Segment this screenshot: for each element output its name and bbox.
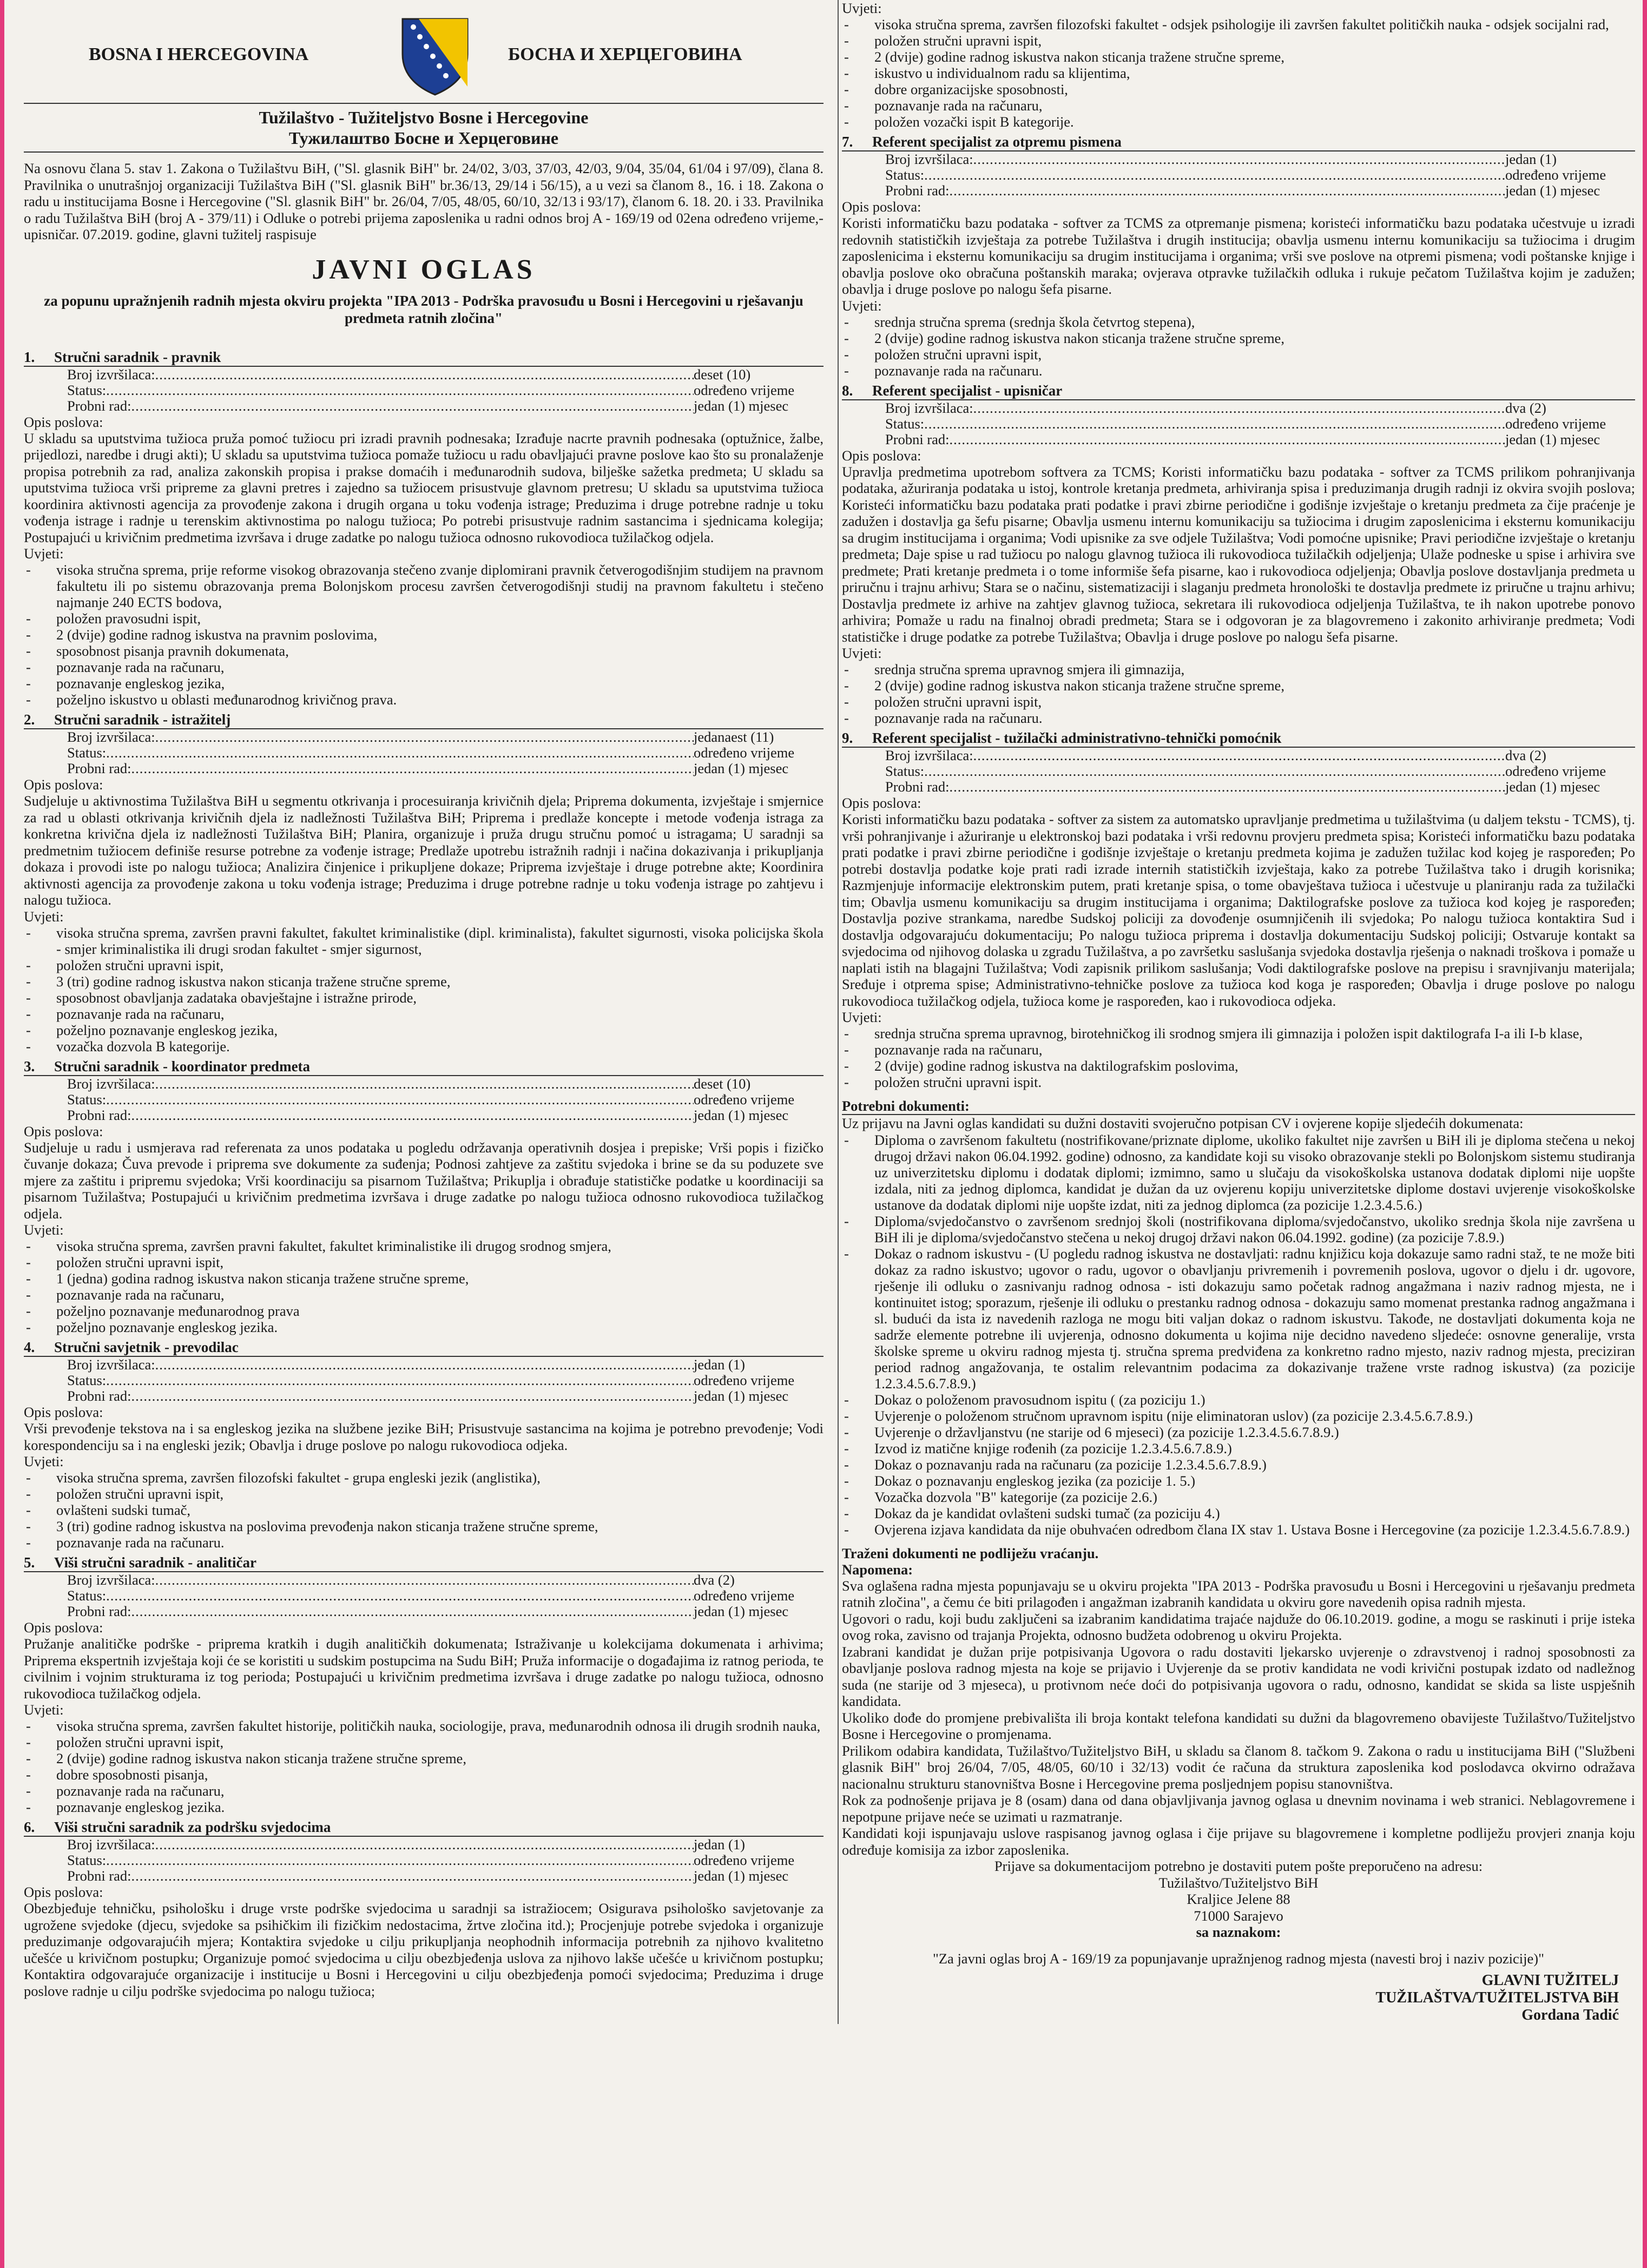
position-number: 6. bbox=[24, 1819, 35, 1835]
mark-text: "Za javni oglas broj A - 169/19 za popunjavanje upražnjenog radnog mjesta (navesti broj i naziv pozicije)" bbox=[933, 1950, 1544, 1967]
info-field bbox=[24, 1868, 824, 1884]
leader-dots bbox=[155, 1837, 694, 1852]
info-field bbox=[842, 167, 1635, 183]
field-value: jedanaest (11) bbox=[694, 729, 774, 745]
leader-dots bbox=[106, 1588, 694, 1604]
signature-name: Gordana Tadić bbox=[1521, 2007, 1619, 2023]
condition-item: - 3 (tri) godine radnog iskustva na poslovima prevođenja nakon sticanja tražene stručne spreme, bbox=[24, 1518, 824, 1534]
signature-institution: TUŽILAŠTVA/TUŽITELJSTVA BiH bbox=[1375, 1989, 1619, 2006]
position-name: Stručni saradnik - koordinator predmeta bbox=[54, 1058, 311, 1074]
ad-subtitle: za popunu upražnjenih radnih mjesta okviru projekta "IPA 2013 - Podrška pravosuđu u Bosni i Hercegovini u rješavanju predmeta ratnih zločina" bbox=[44, 292, 803, 326]
field-label: Broj izvršilaca: bbox=[67, 366, 155, 383]
condition-item: - položen stručni upravni ispit. bbox=[842, 1074, 1635, 1090]
position-number: 1. bbox=[24, 348, 35, 365]
position-section bbox=[24, 711, 824, 1054]
leader-dots bbox=[106, 1373, 694, 1388]
document-item: - Dokaz o poznavanju engleskog jezika (za pozicije 1. 5.) bbox=[842, 1473, 1635, 1489]
condition-item: - položen pravosudni ispit, bbox=[24, 610, 824, 627]
field-value: jedan (1) mjesec bbox=[1505, 431, 1600, 447]
info-field bbox=[24, 383, 824, 398]
condition-item: - sposobnost pisanja pravnih dokumenata, bbox=[24, 643, 824, 659]
conditions-label: Uvjeti: bbox=[842, 297, 882, 314]
leader-dots bbox=[924, 167, 1505, 183]
position-title bbox=[842, 382, 1635, 400]
info-field bbox=[24, 1604, 824, 1619]
note-paragraph: Prilikom odabira kandidata, Tužilaštvo/Tužiteljstvo BiH, u skladu sa članom 8. tačkom 9. Zakona o radu u institucijama BiH ("Službeni glasnik BiH" broj 26/04, 7/05, 48/05, 60/10 i 32/13) vodit će računa da struktura zaposlenika kod poslodavca okvirno odražava nacionalnu strukturu stanovništva Bosne i Hercegovine prema posljednjem popisu stanovništva. bbox=[842, 1742, 1635, 1792]
address-line: Tužilaštvo/Tužiteljstvo BiH bbox=[1158, 1874, 1319, 1891]
position-description: Obezbjeđuje tehničku, psihološku i druge vrste podrške svjedocima u saradnji sa istražiocem; Osigurava psihološko savjetovanje za ugrožene svjedoke (djecu, svjedoke sa psihičkim ili fizičkim nedostacima, žrtve zločina itd.); Procjenjuje potrebe svjedoka i organizuje preduzimanje odgovarajućih mjera; Kontaktira svjedoke u cilju prikupljanja neophodnih informacija potrebnih za njihovo kvalitetno učešće u krivičnom postupku; Organizuje pomoć svjedocima u cilju obezbjeđenja uslova za njihovo lakše učešće u krivičnom postupku; Kontaktira odgovarajuće organizacije i institucije u Bosni i Hercegovini u cilju obezbjeđenja pomoći svjedocima; Preduzima i druge poslove radnje u cilju podrške svjedocima po nalogu tužioca; bbox=[24, 1900, 824, 1999]
info-field bbox=[24, 1388, 824, 1404]
position-description: Koristi informatičku bazu podataka - softver za sistem za automatsko upravljanje predmetima u tužilaštvima (u daljem tekstu - TCMS), tj. vrši pohranjivanje i ažuriranje u elektronskoj bazi podataka i vrši redovnu provjeru predmeta spisa; Koristeći informatičku bazu podataka prati podatke i pravi zbirne periodične i godišnje izvještaje o kretanju predmeta kojima je zadužen tužilac kod kojeg je raspoređen; Po potrebi dostavlja podatke koje prati radi izrade internih statističkih izvještaja, kako za potrebe Tužilaštva tako i drugih korisnika; Razmjenjuje informacije elektronskim putem, prati kretanje spisa, o tome obavještava tužioca i učestvuje u planiranju rada za tužilački tim; Obavlja usmenu komunikaciju sa drugim institucijama i organima; Daktilografske poslove za tužioca kod kojeg je raspoređen; Dostavlja pozive strankama, naredbe Sudskoj policiji za dovođenje osumnjičenih ili svjedoka; Po nalogu tužioca kontaktira Sud i dostavlja odgovarajuću dokumentaciju; Po nalogu tužioca priprema i dostavlja dokumentaciju Sudskoj policiji; Ostvaruje kontakt sa svjedocima od njihovog dolaska u zgradu Tužilaštva, a po završetku saslušanja svjedoka dostavlja rješenja o naknadi troškova i pomaže u naplati istih na blagajni Tužilaštva; Vodi zapisnik prilikom saslušanja; Vodi daktilografske poslove na prepisu i sravnjivanju materijala; Sređuje i otprema spise; Administrativno-tehničke poslove za tužioca kod koga je raspoređen; Obavlja i druge poslove po nalogu rukovodioca tužilačkog odjela, tužioca kome je raspoređen, kao i rukovodioca odjeka. bbox=[842, 811, 1635, 1009]
leader-dots bbox=[950, 432, 1506, 447]
header-right: БОСНА И ХЕРЦЕГОВИНА bbox=[508, 44, 742, 64]
description-label: Opis poslova: bbox=[24, 776, 103, 793]
conditions-list bbox=[842, 16, 1635, 130]
documents-heading: Potrebni dokumenti: bbox=[842, 1098, 1635, 1115]
document-item: - Uvjerenje o državljanstvu (ne starije od 6 mjeseci) (za pozicije 1.2.3.4.5.6.7.8.9.) bbox=[842, 1424, 1635, 1440]
description-label: Opis poslova: bbox=[842, 447, 921, 464]
field-label: Broj izvršilaca: bbox=[67, 1356, 155, 1373]
document-item: - Diploma/svjedočanstvo o završenom srednjoj školi (nostrifikovana diploma/svjedočanstvo, ukoliko srednja škola nije završena u BiH ili je diploma/svjedočanstvo stečena u nekoj drugoj državi nakon 06.04.1992. godine) (za pozicije 7.8.9.) bbox=[842, 1213, 1635, 1245]
condition-item: - položen stručni upravni ispit, bbox=[842, 32, 1635, 49]
condition-item: - poznavanje rada na računaru. bbox=[842, 710, 1635, 726]
condition-item: - položen stručni upravni ispit, bbox=[24, 957, 824, 973]
institution-block bbox=[24, 103, 824, 153]
position-name: Referent specijalist - upisničar bbox=[872, 382, 1063, 399]
position-name: Referent specijalist - tužilački administrativno-tehnički pomoćnik bbox=[872, 730, 1282, 746]
condition-item: - srednja stručna sprema (srednja škola četvrtog stepena), bbox=[842, 314, 1635, 330]
position-section bbox=[24, 1818, 824, 1999]
conditions-list bbox=[24, 925, 824, 1054]
note-paragraph: Ugovori o radu, koji budu zaključeni sa izabranim kandidatima trajaće najduže do 06.10.2019. godine, a mogu se raskinuti i prije isteka ovog roka, zavisno od trajanja Projekta, odnosno budžeta odobrenog u okviru Projekta. bbox=[842, 1610, 1635, 1643]
description-label: Opis poslova: bbox=[24, 1404, 103, 1420]
header bbox=[24, 0, 824, 103]
leader-dots bbox=[131, 761, 694, 776]
field-label: Status: bbox=[67, 381, 107, 398]
note-paragraph: Izabrani kandidat je dužan prije potpisivanja Ugovora o radu dostaviti ljekarsko uvjerenje o zdravstvenoj i radnoj sposobnosti za obavljanje poslova radnog mjesta na koje se prijavio i Uvjerenje da se protiv kandidata ne vodi krivični postupak izdato od nadležnog suda (ne starije od 3 mjeseca), u protivnom neće doći do potpisivanja ugovora o radu, odnosno, kandidat se skida sa liste uspješnih kandidata. bbox=[842, 1643, 1635, 1709]
position-section bbox=[842, 133, 1635, 379]
field-value: određeno vrijeme bbox=[694, 381, 795, 398]
condition-item: - poznavanje rada na računaru, bbox=[842, 1041, 1635, 1058]
field-value: jedan (1) mjesec bbox=[694, 760, 789, 776]
condition-item: - visoka stručna sprema, završen filozofski fakultet - grupa engleski jezik (anglistika), bbox=[24, 1469, 824, 1486]
description-label: Opis poslova: bbox=[24, 1123, 103, 1139]
field-value: jedan (1) mjesec bbox=[694, 1603, 789, 1619]
condition-item: - visoka stručna sprema, završen filozofski fakultet - odsjek psihologije ili završen fakultet političkih nauka - odsjek socijalni rad, bbox=[842, 16, 1635, 32]
info-field bbox=[842, 183, 1635, 199]
coat-of-arms-icon bbox=[397, 16, 473, 97]
info-field bbox=[24, 1357, 824, 1373]
position-name: Referent specijalist za otpremu pismena bbox=[872, 134, 1122, 150]
condition-item: - 2 (dvije) godine radnog iskustva nakon sticanja tražene stručne spreme, bbox=[842, 330, 1635, 346]
conditions-label: Uvjeti: bbox=[24, 1702, 64, 1718]
position-section bbox=[24, 348, 824, 708]
conditions-list bbox=[24, 1238, 824, 1335]
condition-item: - poželjno iskustvo u oblasti međunarodnog krivičnog prava. bbox=[24, 691, 824, 708]
position-name: Viši stručni saradnik - analitičar bbox=[54, 1554, 257, 1571]
leader-dots bbox=[155, 1076, 694, 1092]
condition-item: - poznavanje rada na računaru, bbox=[24, 1006, 824, 1022]
field-value: određeno vrijeme bbox=[1505, 415, 1606, 432]
leader-dots bbox=[106, 383, 694, 398]
conditions-list bbox=[842, 314, 1635, 379]
conditions-list bbox=[24, 562, 824, 708]
leader-dots bbox=[155, 729, 694, 745]
note-paragraph: Sva oglašena radna mjesta popunjavaju se u okviru projekta "IPA 2013 - Podrška pravosuđu u Bosni i Hercegovini u rješavanju predmeta ratnih zločina", a čemu će biti prilagođen i angažman izabranih kandidata u okviru gore navedenih opisa radnih mjesta. bbox=[842, 1577, 1635, 1610]
field-value: određeno vrijeme bbox=[694, 1852, 795, 1868]
info-field bbox=[842, 416, 1635, 432]
documents-intro: Uz prijavu na Javni oglas kandidati su dužni dostaviti svojeručno potpisan CV i ovjerene kopije sljedećih dokumenata: bbox=[842, 1115, 1524, 1131]
condition-item: - visoka stručna sprema, završen fakultet historije, političkih nauka, sociologije, prava, međunarodnih odnosa ili drugih srodnih nauka, bbox=[24, 1718, 824, 1734]
position-title bbox=[24, 348, 824, 367]
leader-dots bbox=[924, 763, 1505, 779]
field-label: Probni rad: bbox=[67, 397, 131, 414]
condition-item: - srednja stručna sprema upravnog, birotehničkog ili srodnog smjera ili gimnazija i položen ispit daktilografa I-a ili I-b klase, bbox=[842, 1025, 1635, 1041]
field-label: Probni rad: bbox=[67, 1868, 131, 1884]
conditions-label: Uvjeti: bbox=[842, 645, 882, 661]
condition-item: - položen stručni upravni ispit, bbox=[24, 1486, 824, 1502]
position-number: 3. bbox=[24, 1058, 35, 1074]
left-column bbox=[21, 0, 827, 2001]
info-field bbox=[24, 1107, 824, 1123]
ad-title: JAVNI OGLAS bbox=[312, 254, 536, 285]
field-value: jedan (1) bbox=[1505, 151, 1557, 167]
position-6-continuation bbox=[842, 0, 1635, 130]
position-title bbox=[24, 1818, 824, 1837]
condition-item: - položen vozački ispit B kategorije. bbox=[842, 114, 1635, 130]
field-value: određeno vrijeme bbox=[1505, 763, 1606, 779]
intro-paragraph: Na osnovu člana 5. stav 1. Zakona o Tužilaštvu BiH, ("Sl. glasnik BiH" br. 24/02, 3/03, 37/03, 42/03, 9/04, 35/04, 61/04 i 97/09), člana 8. Pravilnika o unutrašnjoj organizaciji Tužilaštva BiH ("Sl. glasnik BiH" br.36/13, 29/14 i 56/15), a u vezi sa članom 8., 16. i 18. Zakona o radu u institucijama Bosne i Hercegovine ("Sl. glasnik BiH" br. 26/04, 7/05, 48/05, 60/10, 32/13 i 93/17), članom 6. 18. 20. i 33. Pravilnika o radu Tužilaštva BiH (broj A - 379/11) i Odluke o potrebi prijema zaposlenika u radni odnos broj A - 169/19 od 02ena određeno vrijeme,- upisničar. 07.2019. godine, glavni tužitelj raspisuje bbox=[24, 160, 824, 242]
condition-item: - 2 (dvije) godine radnog iskustva na pravnim poslovima, bbox=[24, 627, 824, 643]
position-description: U skladu sa uputstvima tužioca pruža pomoć tužiocu pri izradi pravnih podnesaka; Izrađuje nacrte pravnih podnesaka (optužnice, žalbe, prijedlozi, naredbe i drugi akti); U skladu sa uputstvima tužioca pomaže tužiocu u radu obavljajući pravne poslove kao što su pronalaženje propisa potrebnih za rad, analiza zakonskih propisa i prakse domaćih i međunarodnih sudova, bilješke sažetka predmeta; U skladu sa uputstvima tužioca vrši pripreme za glavni pretres i zajedno sa tužiocem prisustvuje glavnom pretresu; U skladu sa uputstvima tužioca koordinira aktivnosti agencija za provođenje zakona i drugih organa u toku vođenja istrage; Preduzima i druge potrebne radnje u toku vođenja istrage i radnje u terenskim aktivnostima po nalogu tužioca; Po potrebi prisustvuje radnim sastancima i sjednicama kolegija; Postupajući u krivičnim predmetima izvršava i druge zadatke po nalogu tužioca odnosno rukovodioca tužilačkog odjela. bbox=[24, 430, 824, 545]
position-title bbox=[842, 133, 1635, 151]
description-label: Opis poslova: bbox=[24, 1619, 103, 1636]
info-field bbox=[842, 432, 1635, 447]
document-item: - Dokaz o poznavanju rada na računaru (za pozicije 1.2.3.4.5.6.7.8.9.) bbox=[842, 1456, 1635, 1473]
field-value: jedan (1) bbox=[694, 1836, 745, 1852]
conditions-label: Uvjeti: bbox=[24, 908, 64, 925]
condition-item: - poznavanje rada na računaru. bbox=[842, 362, 1635, 379]
info-field bbox=[24, 1588, 824, 1604]
leader-dots bbox=[131, 1868, 694, 1884]
leader-dots bbox=[131, 1107, 694, 1123]
position-title bbox=[24, 1058, 824, 1076]
field-value: dva (2) bbox=[694, 1572, 735, 1588]
document-item: - Uvjerenje o položenom stručnom upravnom ispitu (nije eliminatoran uslov) (za pozicije 2.3.4.5.6.7.8.9.) bbox=[842, 1408, 1635, 1424]
institution-latin: Tužilaštvo - Tužiteljstvo Bosne i Hercegovine bbox=[259, 108, 589, 127]
leader-dots bbox=[131, 1388, 694, 1404]
condition-item: - poznavanje engleskog jezika, bbox=[24, 675, 824, 691]
field-value: deset (10) bbox=[694, 366, 751, 383]
leader-dots bbox=[106, 1092, 694, 1107]
description-label: Opis poslova: bbox=[24, 1884, 103, 1900]
position-number: 2. bbox=[24, 711, 35, 728]
info-field bbox=[24, 761, 824, 776]
document-item: - Ovjerena izjava kandidata da nije obuhvaćen odredbom člana IX stav 1. Ustava Bosne i Hercegovine (za pozicije 1.2.3.4.5.6.7.8.9.) bbox=[842, 1521, 1635, 1538]
field-value: određeno vrijeme bbox=[694, 744, 795, 761]
position-name: Stručni savjetnik - prevodilac bbox=[54, 1339, 239, 1355]
field-label: Probni rad: bbox=[67, 1603, 131, 1619]
position-description: Sudjeluje u aktivnostima Tužilaštva BiH u segmentu otkrivanja i procesuiranja krivičnih djela; Priprema dokumenta, izvještaje i smjernice za rad u oblasti otkrivanja krivičnih djela iz nadležnosti Tužilaštva BiH; Priprema i predlaže koncepte i metode vođenja istraga za konkretna krivična djela iz nadležnosti Tužilaštva BiH; Planira, organizuje i pruža drugu stručnu pomoć u istragama; U saradnji sa predmetnim tužiocem definiše resurse potrebne za vođenje istrage; Predlaže upotrebu istražnih radnji i načina dokazivanja i prikupljanja dokaza i provodi iste po nalogu tužioca; Analizira činjenice i prikupljene dokaze; Priprema izvještaje i druge potrebne akte; Koordinira aktivnosti agencija za provođenje zakona u toku vođenja istrage; Preduzima i druge potrebne radnje u toku vođenja istrage po zahtjevu i nalogu tužioca. bbox=[24, 793, 824, 908]
field-label: Probni rad: bbox=[67, 760, 131, 776]
condition-item: - vozačka dozvola B kategorije. bbox=[24, 1038, 824, 1054]
condition-item: - položen stručni upravni ispit, bbox=[842, 694, 1635, 710]
field-label: Status: bbox=[67, 744, 107, 761]
condition-item: - ovlašteni sudski tumač, bbox=[24, 1502, 824, 1518]
field-value: deset (10) bbox=[694, 1075, 751, 1092]
info-field bbox=[842, 151, 1635, 167]
right-column bbox=[838, 0, 1638, 2024]
note-paragraph: Ukoliko dođe do promjene prebivališta ili broja kontakt telefona kandidati su dužni da blagovremeno obavijeste Tužilaštvo/Tužiteljstvo Bosne i Hercegovine o promjenama. bbox=[842, 1709, 1635, 1742]
condition-item: - poznavanje rada na računaru, bbox=[24, 659, 824, 675]
document-item: - Diploma o završenom fakultetu (nostrifikovane/priznate diplome, ukoliko fakultet nije završen u BiH ili je diploma stečena u nekoj drugoj državi nakon 06.04.1992. godine) odnosno, za kandidate koji su visoko obrazovanje stekli po Bolonjskom sistemu studiranja uz univerzitetsku diplomu i dodatak diplomi; izmimno, samo u slučaju da visokoškolska ustanova dodatak diplomi nije uopšte izdala, niti za jednog diplomca, kandidat je dužan da uz ovjerenu kopiju univerzitetske diplome dostavi uvjerenje visokoškolske ustanove da dodatak diplomi nije uopšte izdat, niti za jednog diplomca (za pozicije 1.2.3.4.5.6.) bbox=[842, 1132, 1635, 1213]
field-value: određeno vrijeme bbox=[1505, 167, 1606, 183]
condition-item: - poželjno poznavanje međunarodnog prava bbox=[24, 1303, 824, 1319]
leader-dots bbox=[950, 779, 1506, 795]
description-label: Opis poslova: bbox=[842, 199, 921, 215]
note-paragraph: Kandidati koji ispunjavaju uslove raspisanog javnog oglasa i čije prijave su blagovremene i kompletne podliježu provjeri znanja koju određuje komisija za izbor zaposlenika. bbox=[842, 1825, 1635, 1858]
position-section bbox=[842, 382, 1635, 727]
condition-item: - 2 (dvije) godine radnog iskustva nakon sticanja tražene stručne spreme, bbox=[842, 49, 1635, 65]
condition-item: - položen stručni upravni ispit, bbox=[24, 1254, 824, 1270]
field-value: jedan (1) mjesec bbox=[1505, 779, 1600, 795]
field-label: Broj izvršilaca: bbox=[67, 729, 155, 745]
field-value: dva (2) bbox=[1505, 747, 1546, 763]
conditions-list bbox=[24, 1469, 824, 1551]
signature-title: GLAVNI TUŽITELJ bbox=[1481, 1972, 1619, 1989]
position-description: Pružanje analitičke podrške - priprema kratkih i dugih analitičkih dokumenata; Istraživanje u kolekcijama dokumenata i arhivima; Priprema ekspertnih izvještaja koji će se koristiti u sudskim postupcima na Sudu BiH; Pruža informacije o događajima iz ratnog perioda, te civilnim i vojnim strukturama iz tog perioda; Postupajući u krivičnim predmetima izvršava i druge zadatke po nalogu tužioca, odnosno rukovodioca tužilačkog odjela. bbox=[24, 1636, 824, 1702]
leader-dots bbox=[106, 745, 694, 761]
positions-list-right bbox=[842, 133, 1635, 1090]
address-line: 71000 Sarajevo bbox=[1194, 1907, 1283, 1924]
info-field bbox=[24, 1092, 824, 1107]
note-paragraph: Rok za podnošenje prijava je 8 (osam) dana od dana objavljivanja javnog oglasa u dnevnim novinama i web stranici. Neblagovremene i nepotpune prijave neće se uzimati u razmatranje. bbox=[842, 1792, 1635, 1825]
position-number: 7. bbox=[842, 134, 853, 150]
description-label: Opis poslova: bbox=[24, 413, 103, 430]
condition-item: - visoka stručna sprema, prije reforme visokog obrazovanja stečeno zvanje diplomirani pravnik četverogodišnjim studijem na pravnom fakultetu ili po sistemu obrazovanja prema Bolonjskom procesu završen četverogodišnji studij na pravnom fakultetu i stečeno najmanje 240 ECTS bodova, bbox=[24, 562, 824, 610]
field-label: Broj izvršilaca: bbox=[67, 1075, 155, 1092]
field-label: Status: bbox=[67, 1091, 107, 1107]
positions-list-left bbox=[24, 348, 824, 2000]
condition-item: - poželjno poznavanje engleskog jezika, bbox=[24, 1022, 824, 1038]
field-value: određeno vrijeme bbox=[694, 1587, 795, 1604]
condition-item: - 2 (dvije) godine radnog iskustva nakon sticanja tražene stručne spreme, bbox=[842, 677, 1635, 694]
leader-dots bbox=[131, 398, 694, 414]
condition-item: - srednja stručna sprema upravnog smjera ili gimnazija, bbox=[842, 661, 1635, 677]
position-description: Vrši prevođenje tekstova na i sa engleskog jezika na službene jezike BiH; Prisustvuje sastancima na kojima je potrebno prevođenje; Vodi korespondenciju sa i na engleski jezik; Obavlja i druge poslove po nalogu rukovodioca odjeka. bbox=[24, 1420, 824, 1453]
field-label: Status: bbox=[67, 1372, 107, 1388]
position-description: Sudjeluje u radu i usmjerava rad referenata za unos podataka u pogledu održavanja operativnih dosjea i prepiske; Vrši popis i fizičko čuvanje dokaza; Čuva prevode i priprema sve dokumente za suđenja; Podnosi zahtjeve za zaštitu svjedoka i brine se da su poduzete sve mjere za zaštitu i pripremu svjedoka; Vrši koordinaciju sa pisarnom Tužilaštva; Prikuplja i obrađuje statističke podatke u koordinaciji sa pisarnom Tužilaštva; Postupajući u krivičnim predmetima izvršava i druge zadatke po nalogu tužioca odnosno rukovodioca tužilačkog odjela. bbox=[24, 1139, 824, 1222]
leader-dots bbox=[131, 1604, 694, 1619]
position-title bbox=[24, 1554, 824, 1572]
field-label: Status: bbox=[67, 1852, 107, 1868]
info-field bbox=[24, 1837, 824, 1852]
conditions-label: Uvjeti: bbox=[842, 0, 882, 16]
field-label: Broj izvršilaca: bbox=[67, 1836, 155, 1852]
field-label: Probni rad: bbox=[67, 1388, 131, 1404]
position-title bbox=[842, 729, 1635, 748]
condition-item: - sposobnost obavljanja zadataka obavještajne i istražne prirode, bbox=[24, 990, 824, 1006]
field-value: jedan (1) bbox=[694, 1356, 745, 1373]
field-value: određeno vrijeme bbox=[694, 1091, 795, 1107]
condition-item: - položen stručni upravni ispit, bbox=[842, 346, 1635, 362]
field-value: dva (2) bbox=[1505, 399, 1546, 416]
condition-item: - položen stručni upravni ispit, bbox=[24, 1734, 824, 1750]
condition-item: - poznavanje rada na računaru, bbox=[842, 97, 1635, 114]
position-number: 4. bbox=[24, 1339, 35, 1355]
institution-cyrillic: Тужилаштво Босне и Херцеговине bbox=[288, 128, 559, 148]
position-number: 5. bbox=[24, 1554, 35, 1571]
condition-item: - 3 (tri) godine radnog iskustva nakon sticanja tražene stručne spreme, bbox=[24, 973, 824, 990]
info-field bbox=[24, 1572, 824, 1588]
condition-item: - poznavanje rada na računaru, bbox=[24, 1783, 824, 1799]
field-value: jedan (1) mjesec bbox=[1505, 182, 1600, 199]
info-field bbox=[24, 1076, 824, 1092]
position-section bbox=[842, 729, 1635, 1090]
document-item: - Dokaz da je kandidat ovlašteni sudski tumač (za poziciju 4.) bbox=[842, 1505, 1635, 1521]
conditions-list bbox=[842, 1025, 1635, 1090]
description-label: Opis poslova: bbox=[842, 795, 921, 811]
field-value: jedan (1) mjesec bbox=[694, 1106, 789, 1123]
send-instruction: Prijave sa dokumentacijom potrebno je dostaviti putem pošte preporučeno na adresu: bbox=[994, 1858, 1483, 1874]
info-field bbox=[24, 1852, 824, 1868]
position-name: Stručni saradnik - istražitelj bbox=[54, 711, 231, 728]
info-field bbox=[24, 729, 824, 745]
position-section bbox=[24, 1554, 824, 1815]
field-label: Probni rad: bbox=[885, 779, 950, 795]
condition-item: - 1 (jedna) godina radnog iskustva nakon sticanja tražene stručne spreme, bbox=[24, 1270, 824, 1287]
condition-item: - visoka stručna sprema, završen pravni fakultet, fakultet kriminalistike (dipl. kriminalista), fakultet sigurnosti, visoka policijska škola - smjer kriminalistika ili drugi srodan fakultet - smjer sigurnost, bbox=[24, 925, 824, 957]
documents-section bbox=[842, 1098, 1635, 2024]
conditions-label: Uvjeti: bbox=[24, 545, 64, 562]
conditions-label: Uvjeti: bbox=[24, 1222, 64, 1238]
leader-dots bbox=[973, 748, 1505, 763]
field-label: Broj izvršilaca: bbox=[67, 1572, 155, 1588]
condition-item: - dobre organizacijske sposobnosti, bbox=[842, 81, 1635, 97]
field-value: jedan (1) mjesec bbox=[694, 1388, 789, 1404]
field-value: određeno vrijeme bbox=[694, 1372, 795, 1388]
position-description: Koristi informatičku bazu podataka - softver za TCMS za otpremanje pismena; koristeći informatičku bazu podataka učestvuje u izradi redovnih statističkih izvještaja za potrebe Tužilaštva i drugih institucija; obavlja usmenu internu komunikaciju sa tužiocima i drugim zaposlenicima i eksternu komunikaciju sa drugim institucijama i organima; vrši sve poslove na otpremi pismena; vodi poštanske knjige i obavlja poslove oko obračuna poštanskih maraka; ovjerava otpravke tužilačkih odluka i rukuje pečatom Tužilaštva kojim je zadužen; obavlja i druge poslove po nalogu šefa pisarne. bbox=[842, 215, 1635, 297]
document-item: - Izvod iz matične knjige rođenih (za pozicije 1.2.3.4.5.6.7.8.9.) bbox=[842, 1440, 1635, 1456]
info-field bbox=[842, 763, 1635, 779]
note-heading: Napomena: bbox=[842, 1561, 913, 1578]
leader-dots bbox=[950, 183, 1506, 199]
condition-item: - poznavanje engleskog jezika. bbox=[24, 1799, 824, 1815]
field-label: Status: bbox=[885, 167, 925, 183]
field-value: jedan (1) mjesec bbox=[694, 1868, 789, 1884]
notes-list bbox=[842, 1578, 1635, 1858]
conditions-label: Uvjeti: bbox=[842, 1009, 882, 1025]
address-line: Kraljice Jelene 88 bbox=[1187, 1891, 1290, 1907]
field-label: Broj izvršilaca: bbox=[885, 747, 973, 763]
documents-list bbox=[842, 1132, 1635, 1538]
conditions-label: Uvjeti: bbox=[24, 1453, 64, 1469]
field-label: Probni rad: bbox=[67, 1106, 131, 1123]
condition-item: - poželjno poznavanje engleskog jezika. bbox=[24, 1319, 824, 1335]
leader-dots bbox=[155, 367, 694, 383]
info-field bbox=[24, 745, 824, 761]
leader-dots bbox=[155, 1357, 694, 1373]
position-number: 9. bbox=[842, 730, 853, 746]
leader-dots bbox=[155, 1572, 694, 1588]
field-label: Probni rad: bbox=[885, 182, 950, 199]
position-description: Upravlja predmetima upotrebom softvera za TCMS; Koristi informatičku bazu podataka - softver za TCMS prilikom pohranjivanja podataka, ažuriranja podataka u istoj, kontrole kretanja predmeta, arhiviranja spisa i preduzimanja drugih radnji iz okvira svojih poslova; Koristeći informatičku bazu podataka prati podatke i pravi zbirne periodične i godišnje izvještaje o kretanju predmeta za čije praćenje je zadužen i dostavlja ga šefu pisarne; Obavlja usmenu internu komunikaciju sa tužiocima i drugim zaposlenicima i eksternu komunikaciju sa drugim institucijama i organima; Vodi upisnike za sve odjele Tužilaštva; Vodi pomoćne upisnike; Pravi periodične izvještaje o kretanju predmeta; Daje spise u rad tužiocu po nalogu glavnog tužioca ili rukovodioca tužilačkih odjeljenja; Ulaže podneske u spise i arhivira sve predmete; Prati kretanje predmeta i o tome informiše šefa pisarne, kao i rukovodioca odjeljenja; Obavlja poslove dostavljanja predmeta u priručnu i trajnu arhivu; Stara se o načinu, sistematizaciji i slaganju predmeta hronološki te dostavlja predmete iz priručne u trajnu arhivu; Dostavlja predmete iz arhive na zahtjev glavnog tužioca, sekretara ili rukovodioca odjeljenja Tužilaštva, te ih nakon upotrebe ponovo arhivira; Pomaže u radu na finalnoj obradi predmeta; Stara se i odgovoran je za blagovremeno i zakonito arhiviranje predmeta; Vodi statističke i druge podatke za potrebe Tužilaštva; Obavlja i druge poslove po nalogu šefa pisarne. bbox=[842, 463, 1635, 645]
position-name: Stručni saradnik - pravnik bbox=[54, 348, 221, 365]
field-label: Broj izvršilaca: bbox=[885, 399, 973, 416]
condition-item: - visoka stručna sprema, završen pravni fakultet, fakultet kriminalistike ili drugog srodnog smjera, bbox=[24, 1238, 824, 1254]
position-name: Viši stručni saradnik za podršku svjedocima bbox=[54, 1819, 331, 1835]
position-title bbox=[24, 1339, 824, 1357]
info-field bbox=[842, 779, 1635, 795]
document-item: - Vozačka dozvola "B" kategorije (za pozicije 2.6.) bbox=[842, 1489, 1635, 1505]
position-section bbox=[24, 1339, 824, 1551]
condition-item: - poznavanje rada na računaru. bbox=[24, 1534, 824, 1551]
position-title bbox=[24, 711, 824, 729]
info-field bbox=[842, 748, 1635, 763]
mark-label: sa naznakom: bbox=[1196, 1924, 1281, 1940]
leader-dots bbox=[973, 151, 1505, 167]
field-label: Broj izvršilaca: bbox=[885, 151, 973, 167]
condition-item: - 2 (dvije) godine radnog iskustva nakon sticanja tražene stručne spreme, bbox=[24, 1750, 824, 1766]
field-label: Status: bbox=[885, 415, 925, 432]
info-field bbox=[24, 1373, 824, 1388]
condition-item: - poznavanje rada na računaru, bbox=[24, 1287, 824, 1303]
leader-dots bbox=[973, 400, 1505, 416]
info-field bbox=[842, 400, 1635, 416]
info-field bbox=[24, 398, 824, 414]
info-field bbox=[24, 367, 824, 383]
documents-returned: Traženi dokumenti ne podliježu vraćanju. bbox=[842, 1545, 1099, 1561]
position-number: 8. bbox=[842, 382, 853, 399]
conditions-list bbox=[24, 1718, 824, 1815]
condition-item: - dobre sposobnosti pisanja, bbox=[24, 1766, 824, 1783]
field-value: jedan (1) mjesec bbox=[694, 397, 789, 414]
header-left: BOSNA I HERCEGOVINA bbox=[89, 44, 309, 64]
conditions-list bbox=[842, 661, 1635, 726]
field-label: Status: bbox=[67, 1587, 107, 1604]
document-item: - Dokaz o položenom pravosudnom ispitu ( (za poziciju 1.) bbox=[842, 1392, 1635, 1408]
condition-item: - 2 (dvije) godine radnog iskustva na daktilografskim poslovima, bbox=[842, 1058, 1635, 1074]
field-label: Probni rad: bbox=[885, 431, 950, 447]
document-item: - Dokaz o radnom iskustvu - (U pogledu radnog iskustva ne dostavljati: radnu knjižicu koja dokazuje samo radni staž, te ne može biti dokaz za radno iskustvo; ugovor o radu, ugovor o obavljanju privremenih i povremenih poslova, ugovor o djelu i dr. ugovore, rješenje ili odluku o zasnivanju radnog odnosa - isti dokazuju samo početak radnog angažmana i naziv radnog mjesta, ne i kontinuitet istog; sporazum, rješenje ili odluku o prestanku radnog odnosa - dokazuju samo momenat prestanka radnog angažmana i sl. budući da ista iz navedenih razloga ne mogu biti valjan dokaz o radnom iskustvu. Takođe, ne dostavljati dokumenta koja ne sadrže elemente potrebne ili uvjerenja, odnosno dokumenta u kojima nije decidno navedeno sljedeće: osnovne generalije, vrsta školske spreme u okviru radnog mjesta tj. stručna sprema predviđena za konkretno radno mjesto, naziv radnog mjesta, preciziran period radnog angažovanja, te ostalim relevantnim podacima za dokazivanje tražene vrste radnog iskustva) (za pozicije 1.2.3.4.5.6.7.8.9.) bbox=[842, 1245, 1635, 1392]
position-section bbox=[24, 1058, 824, 1336]
condition-item: - iskustvo u individualnom radu sa klijentima, bbox=[842, 65, 1635, 81]
leader-dots bbox=[924, 416, 1505, 432]
leader-dots bbox=[106, 1852, 694, 1868]
field-label: Status: bbox=[885, 763, 925, 779]
